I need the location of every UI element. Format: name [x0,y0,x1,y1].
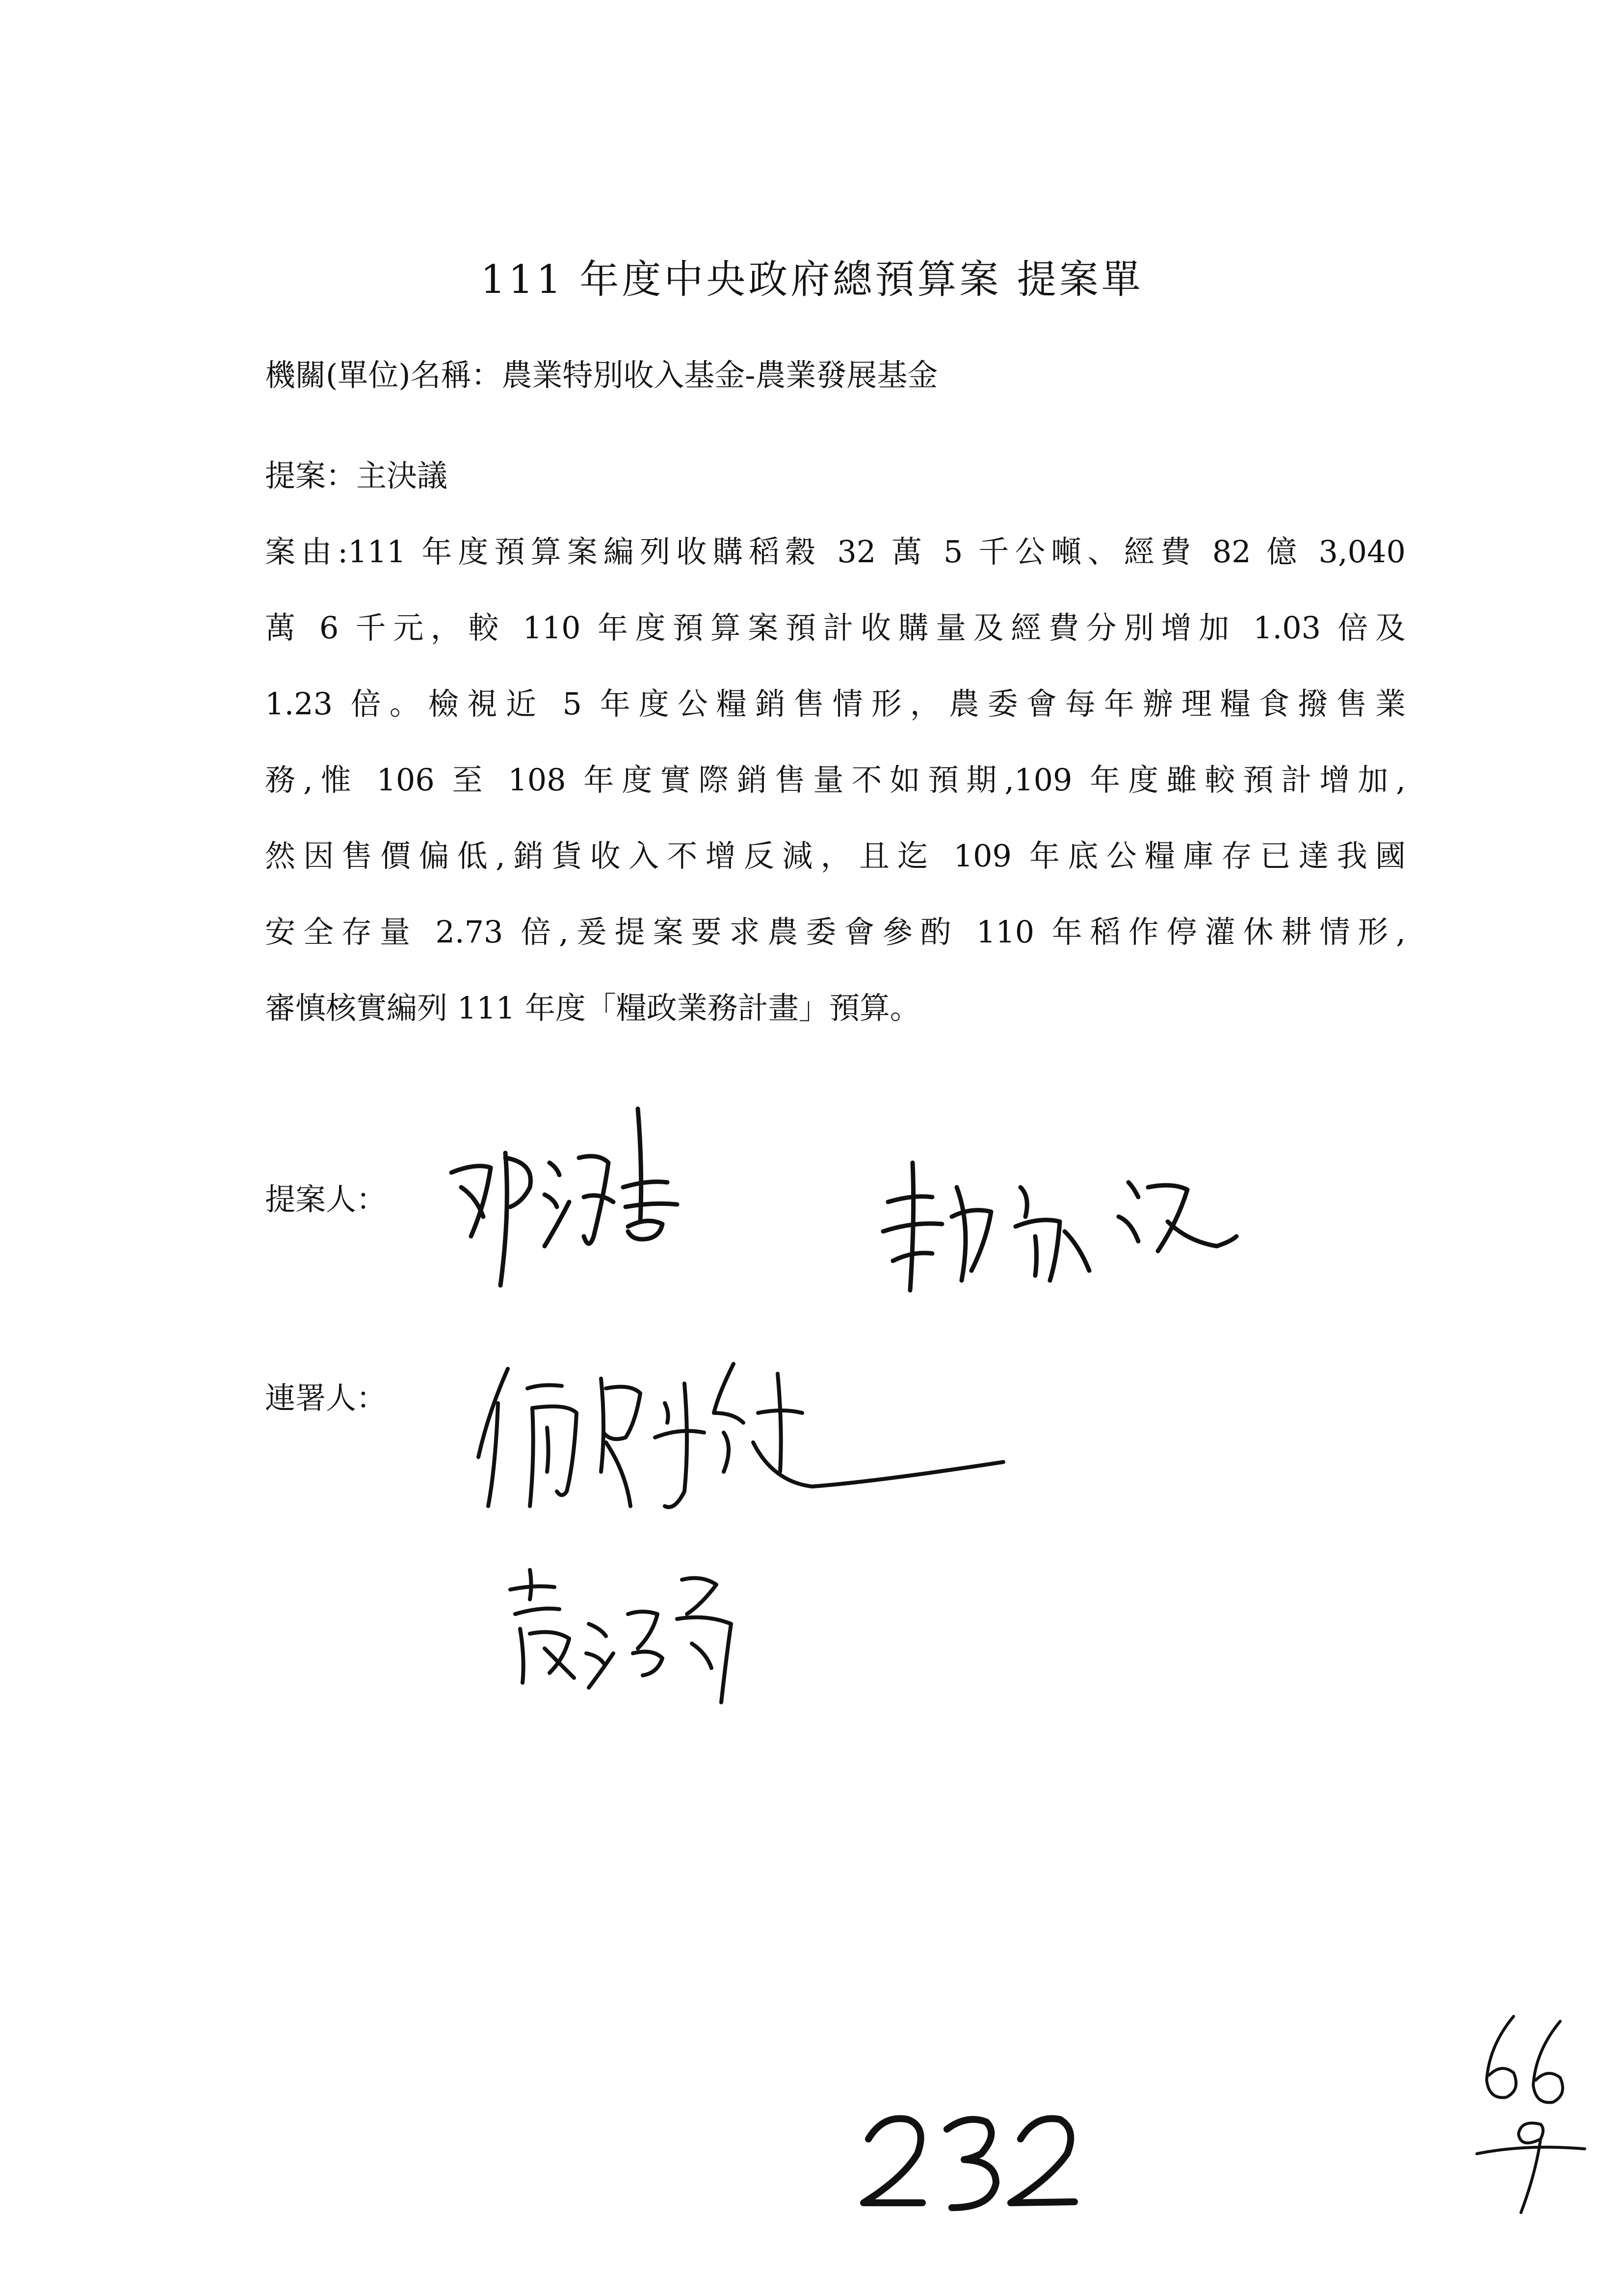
page-number [854,2105,1079,2218]
proposal-type: 主決議 [356,458,448,494]
case-reason-line: 案由:111 年度預算案編列收購稻穀 32 萬 5 千公噸、經費 82 億 3,040 [265,534,1406,570]
signature-3 [459,1344,1023,1570]
agency-name: 農業特別收入基金-農業發展基金 [501,357,938,393]
corner-mark [1467,2007,1595,2222]
cosigner-label: 連署人： [265,1380,387,1416]
case-reason-line: 然因售價偏低,銷貨收入不增反減，且迄 109 年底公糧庫存已達我國 [265,838,1406,874]
proposal-label: 提案： [265,458,357,494]
proposer-label: 提案人： [265,1181,387,1217]
document-title: 111 年度中央政府總預算案 提案單 [480,257,1144,302]
agency-line [265,351,938,394]
signature-2 [873,1143,1246,1305]
agency-label: 機關(單位)名稱： [265,357,502,393]
case-reason-line: 審慎核實編列 111 年度「糧政業務計畫」預算。 [265,990,920,1026]
proposal-line [265,451,447,495]
case-reason-line: 務,惟 106 至 108 年度實際銷售量不如預期,109 年度雖較預計增加, [265,762,1406,798]
signature-4 [496,1560,751,1712]
case-reason-line: 安全存量 2.73 倍,爰提案要求農委會參酌 110 年稻作停灌休耕情形, [265,914,1406,950]
case-reason-line: 1.23 倍。檢視近 5 年度公糧銷售情形，農委會每年辦理糧食撥售業 [265,686,1406,722]
case-reason-line: 萬 6 千元，較 110 年度預算案預計收購量及經費分別增加 1.03 倍及 [265,610,1406,646]
signature-1 [432,1089,697,1295]
